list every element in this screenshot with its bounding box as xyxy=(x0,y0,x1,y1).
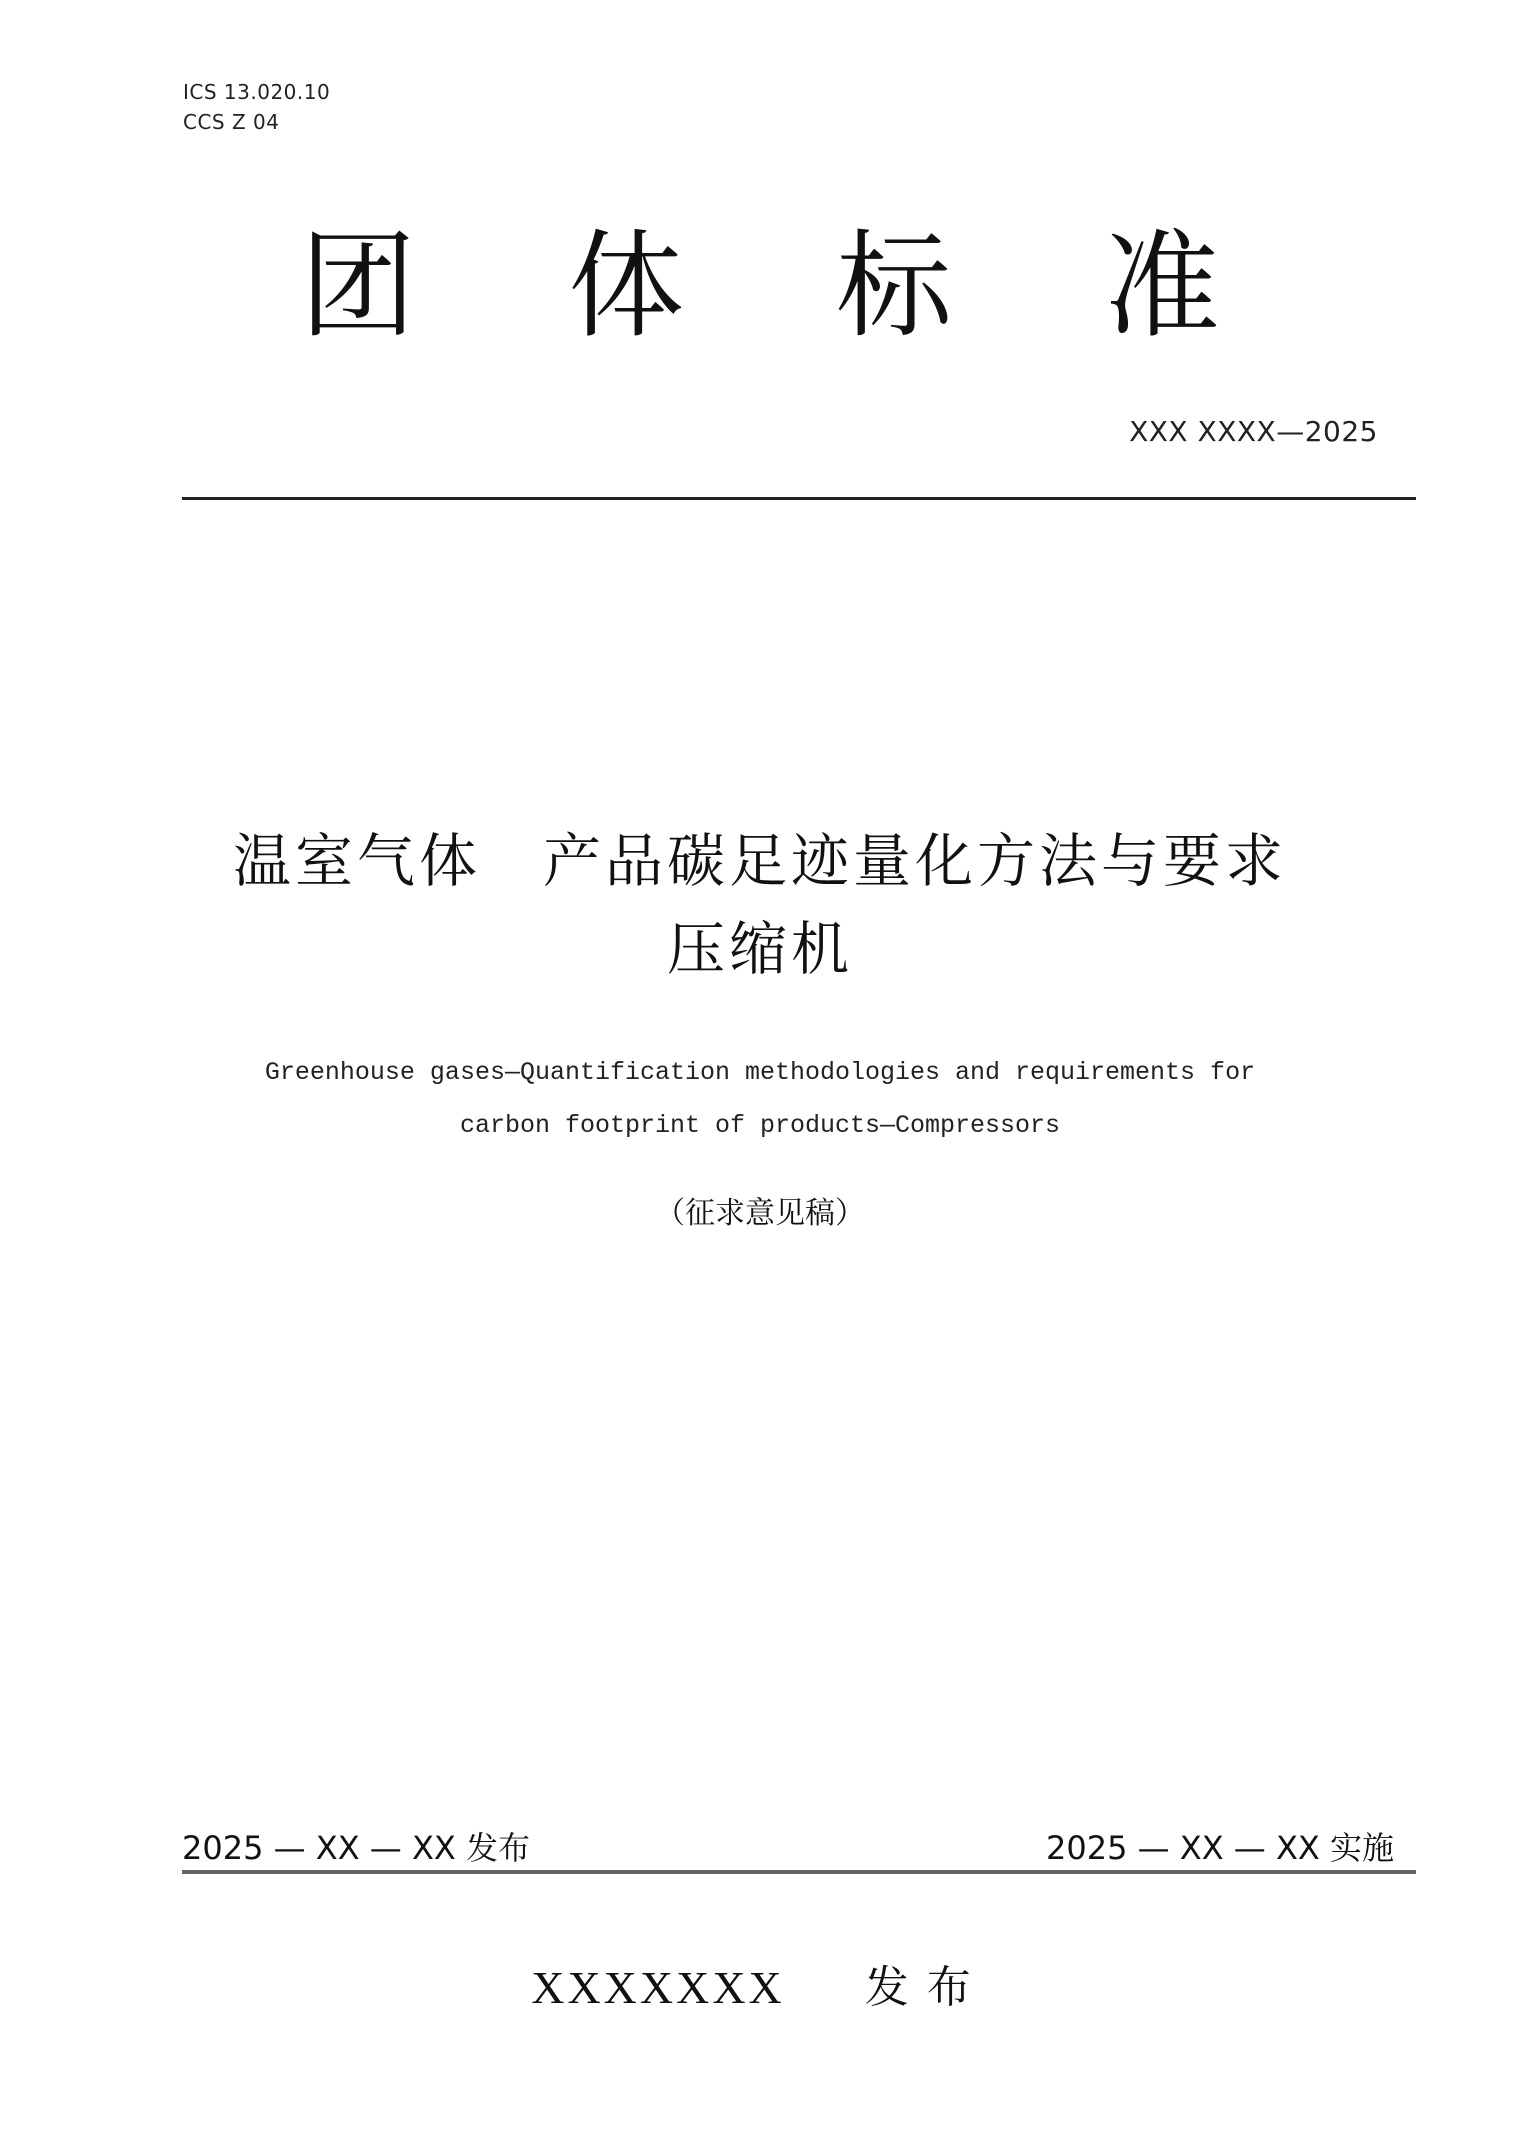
draft-status-label: （征求意见稿） xyxy=(655,1196,865,1231)
publisher-action: 发布 xyxy=(864,1962,989,2013)
title-en-line-1: Greenhouse gases—Quantification methodologies and requirements for xyxy=(264,1058,1256,1087)
title-zh-line-1: 温室气体 产品碳足迹量化方法与要求 xyxy=(232,827,1287,895)
title-zh-line-2: 压缩机 xyxy=(666,915,853,983)
footer-divider xyxy=(182,1870,1416,1874)
implement-date: 2025 — XX — XX 实施 xyxy=(1046,1829,1394,1867)
ics-code: ICS 13.020.10 xyxy=(183,80,331,104)
publish-date: 2025 — XX — XX 发布 xyxy=(182,1829,530,1867)
standard-number: XXX XXXX—2025 xyxy=(1129,415,1378,448)
header-divider xyxy=(182,497,1416,500)
publisher-line xyxy=(0,1960,1520,2016)
standard-type-char: 团 xyxy=(300,219,416,354)
standard-type-char: 标 xyxy=(836,219,952,354)
publisher-name: XXXXXXX xyxy=(531,1962,785,2013)
standard-type-char: 准 xyxy=(1104,219,1220,354)
title-en-line-2: carbon footprint of products—Compressors xyxy=(459,1111,1061,1140)
standard-type-heading xyxy=(0,219,1520,354)
standard-type-char: 体 xyxy=(568,219,684,354)
ccs-code: CCS Z 04 xyxy=(183,110,280,134)
